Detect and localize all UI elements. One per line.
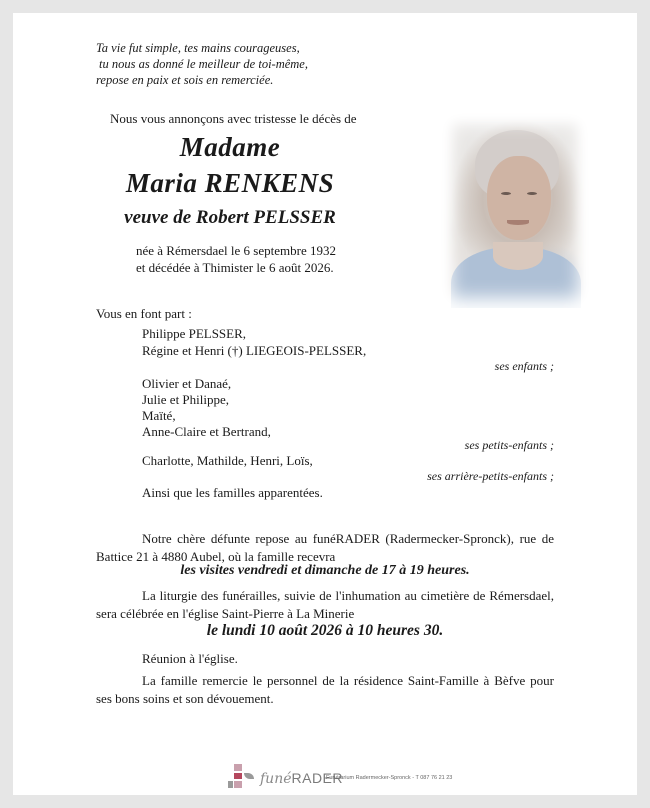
thanks-text: La famille remercie le personnel de la résidence Saint-Famille à Bèfve pour ses bons soins et son dévouement.: [96, 673, 554, 706]
liturgy-paragraph: [96, 587, 554, 623]
title-madame: Madame: [179, 132, 281, 162]
grandchild-1: Olivier et Danaé,: [142, 376, 232, 391]
great-grandchildren: Charlotte, Mathilde, Henri, Loïs,: [142, 453, 313, 468]
footer-contact: Funérarium Radermecker-Spronck - T 087 76 21 23: [326, 775, 453, 781]
grandchild-4: Anne-Claire et Bertrand,: [142, 424, 271, 439]
portrait-photo: [441, 112, 589, 308]
death-line: et décédée à Thimister le 6 août 2026.: [136, 260, 334, 275]
title-widow-of: veuve de Robert PELSSER: [124, 207, 336, 228]
children-role: ses enfants ;: [494, 359, 554, 373]
visits-info: les visites vendredi et dimanche de 17 à 19 heures.: [180, 563, 470, 578]
child-1: Philippe PELSSER,: [142, 326, 247, 341]
brand-suffix: RADER: [291, 770, 344, 786]
meeting-info: Réunion à l'église.: [142, 651, 238, 666]
funerader-logo-icon: [228, 764, 258, 788]
ceremony-info: le lundi 10 août 2026 à 10 heures 30.: [206, 622, 444, 639]
great-grandchildren-role: ses arrière-petits-enfants ;: [427, 469, 554, 483]
other-families: Ainsi que les familles apparentées.: [142, 485, 323, 500]
child-2: Régine et Henri (†) LIEGEOIS-PELSSER,: [142, 343, 367, 358]
grandchildren-role: ses petits-enfants ;: [464, 438, 554, 452]
poem-line-2: tu nous as donné le meilleur de toi-même,: [99, 57, 308, 71]
rest-text: Notre chère défunte repose au funéRADER (Radermecker-Spronck), rue de Battice 21 à 4880 Aubel, où la famille recevra: [96, 531, 554, 564]
birth-line: née à Rémersdael le 6 septembre 1932: [136, 243, 336, 258]
thanks-paragraph: [96, 672, 554, 708]
announcement-intro: Nous vous annonçons avec tristesse le décès de: [110, 111, 357, 126]
birth-death-info: [136, 242, 336, 276]
brand-prefix: funé: [260, 771, 292, 787]
poem-line-3: repose en paix et sois en remerciée.: [96, 73, 274, 87]
poem: [96, 40, 308, 88]
poem-line-1: Ta vie fut simple, tes mains courageuses,: [96, 41, 300, 55]
grandchild-3: Maïté,: [142, 408, 176, 423]
rest-paragraph: [96, 530, 554, 566]
liturgy-text: La liturgie des funérailles, suivie de l'inhumation au cimetière de Rémersdael, sera célébrée en l'église Saint-Pierre à La Minerie: [96, 588, 554, 621]
title-name: Maria RENKENS: [125, 168, 335, 198]
family-intro: Vous en font part :: [96, 306, 192, 321]
grandchild-2: Julie et Philippe,: [142, 392, 230, 407]
